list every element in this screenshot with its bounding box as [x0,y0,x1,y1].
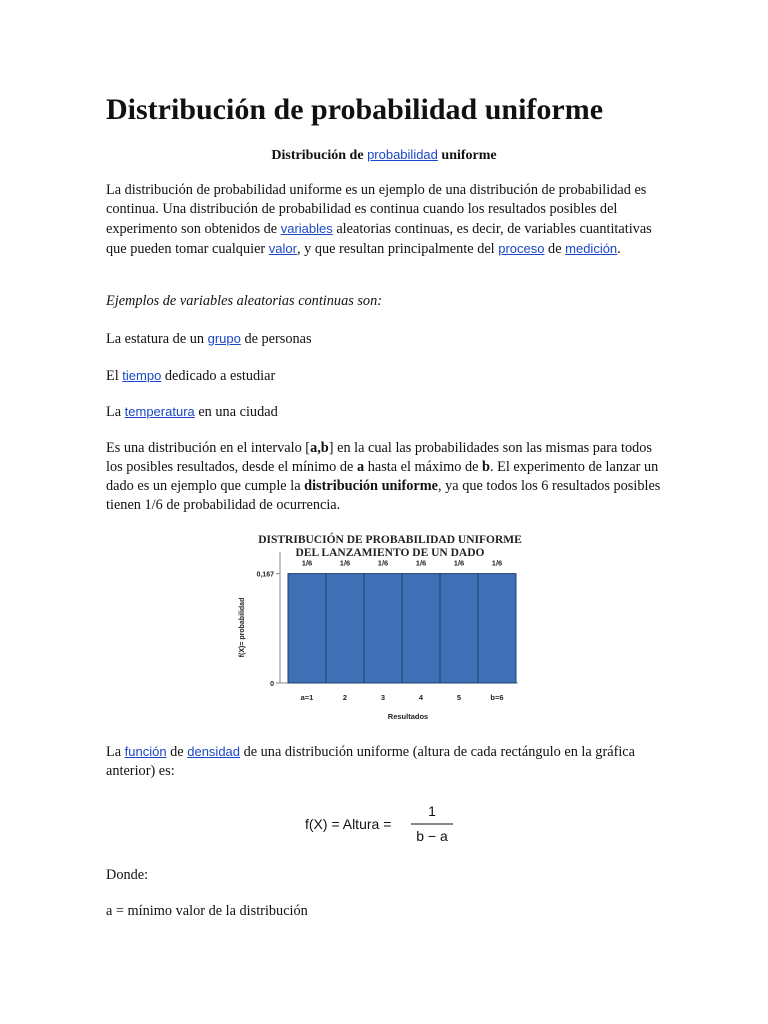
bar-data-label: 1/6 [415,558,427,568]
intro-text-2: aleatorias continuas, es decir, de variables cuantitativas que pueden tomar cualquier [106,221,652,257]
formula-lhs: f(X) = Altura = [305,816,392,832]
density-text-3: de una distribución uniforme (altura de cada rectángulo en la gráfica anterior) es: [106,744,635,779]
interval-bold-a: a [356,459,365,475]
interval-text-4: . El experimento de lanzar un dado es un ejemplo que cumple la [106,459,659,494]
subtitle [0,146,768,165]
link-temperatura[interactable]: temperatura [124,404,195,419]
x-tick-label: 2 [342,693,348,702]
interval-bold-b: b [482,459,490,475]
page-title: Distribución de probabilidad uniforme [106,93,604,126]
intro-paragraph [106,181,666,259]
link-probabilidad[interactable]: probabilidad [367,147,438,162]
link-valor[interactable]: valor [268,241,297,256]
link-grupo[interactable]: grupo [207,331,241,346]
x-tick-label: a=1 [300,693,314,702]
x-tick-label: 4 [418,693,424,702]
bar [364,574,402,683]
bar [440,574,478,683]
x-tick-label: 3 [380,693,386,702]
link-variables[interactable]: variables [280,221,333,236]
link-funcion[interactable]: función [124,744,167,759]
bar-data-label: 1/6 [453,558,465,568]
example-2-pre: El [106,368,123,384]
bar [478,574,516,683]
link-densidad[interactable]: densidad [187,744,241,759]
bar [402,574,440,683]
intro-text-1: La distribución de probabilidad uniforme es un ejemplo de una distribución de probabilidad es continua. Una distribución de probabilidad es continua cuando los resultados posibles del experimento son obtenidos de [106,182,647,237]
bar-data-label: 1/6 [491,558,503,568]
example-3-pre: La [106,404,125,420]
bar-data-label: 1/6 [339,558,351,568]
y-tick-label: 0 [270,681,274,688]
bar [288,574,326,683]
y-tick-label: 0,167 [256,571,274,579]
interval-bold-uniform: distribución uniforme [304,478,438,494]
bar-data-label: 1/6 [301,558,313,568]
x-axis-label: Resultados [387,712,429,721]
donde-label: Donde: [106,867,149,883]
example-3-post: en una ciudad [194,404,278,420]
link-tiempo[interactable]: tiempo [122,368,162,383]
examples-heading: Ejemplos de variables aleatorias continuas son: [106,293,382,309]
chart-svg [230,528,530,728]
intro-text-4: de [544,241,566,257]
density-text-1: La [106,744,125,760]
example-item-3 [106,402,666,422]
density-formula [303,800,463,848]
intro-text-3: , y que resultan principalmente del [296,241,499,257]
formula-numerator: 1 [428,803,436,819]
example-2-post: dedicado a estudiar [161,368,276,384]
chart-title-line: DISTRIBUCIÓN DE PROBABILIDAD UNIFORME [258,534,522,546]
uniform-distribution-chart [230,528,530,728]
example-item-2 [106,366,666,386]
subtitle-text-post: uniforme [437,148,497,163]
subtitle-text-pre: Distribución de [271,148,368,163]
x-tick-label: b=6 [490,693,504,702]
intro-text-5: . [617,241,621,257]
y-axis-label: f(X)= probabilidad [239,597,246,658]
interval-text-3: hasta el máximo de [364,459,483,475]
link-medicion[interactable]: medición [565,241,618,256]
formula-svg [303,800,463,848]
interval-text-2: ] en la cual las probabilidades son las mismas para todos los posibles resultados, desde el mínimo de [106,440,652,475]
example-item-1 [106,329,666,349]
chart-title-line: DEL LANZAMIENTO DE UN DADO [295,547,485,559]
x-tick-label: 5 [456,693,462,702]
interval-bold-ab: a,b [310,440,329,456]
interval-paragraph [106,439,666,515]
bar [326,574,364,683]
interval-text-1: Es una distribución en el intervalo [ [106,440,311,456]
bar-data-label: 1/6 [377,558,389,568]
density-text-2: de [166,744,188,760]
example-1-pre: La estatura de un [106,331,208,347]
example-1-post: de personas [240,331,312,347]
density-paragraph [106,742,666,781]
link-proceso[interactable]: proceso [498,241,545,256]
interval-text-5: , ya que todos los 6 resultados posibles tienen 1/6 de probabilidad de ocurrencia. [106,478,661,513]
formula-denominator: b − a [416,828,448,844]
definition-a: a = mínimo valor de la distribución [106,903,308,919]
